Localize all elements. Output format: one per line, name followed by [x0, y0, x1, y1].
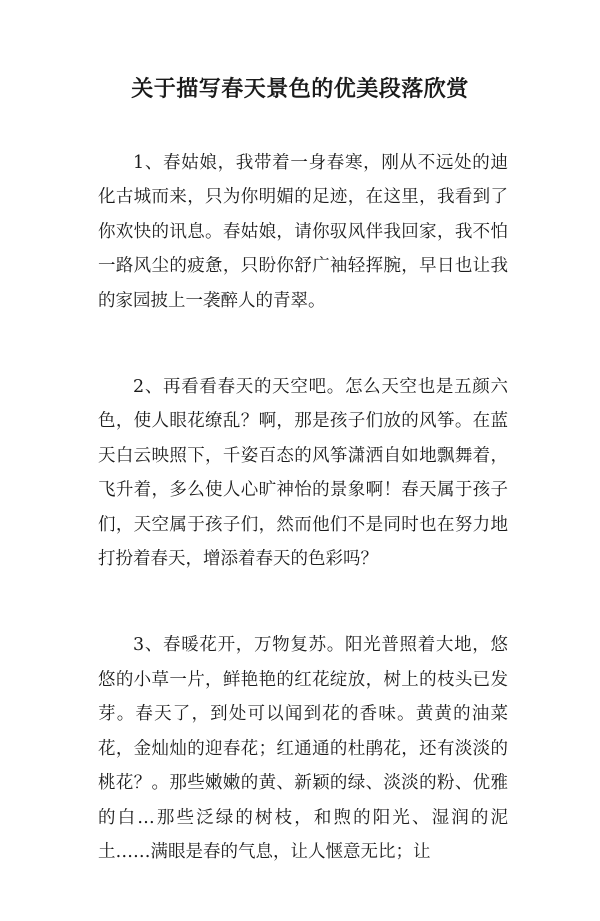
- paragraph-2: 2、再看看春天的天空吧。怎么天空也是五颜六色，使人眼花缭乱？啊，那是孩子们放的风筝。在蓝天白云映照下，千姿百态的风筝潇洒自如地飘舞着，飞升着，多么使人心旷神怡的景象啊！春天属于孩子们，天空属于孩子们，然而他们不是同时也在努力地打扮着春天，增添着春天的色彩吗？: [98, 377, 508, 570]
- document-title: 关于描写春天景色的优美段落欣赏: [131, 77, 469, 102]
- paragraph-1: 1、春姑娘，我带着一身春寒，刚从不远处的迪化古城而来，只为你明媚的足迹，在这里，我看到了你欢快的讯息。春姑娘，请你驭风伴我回家，我不怕一路风尘的疲惫，只盼你舒广袖轻挥腕，早日也让我的家园披上一袭醉人的青翠。: [98, 153, 508, 311]
- document-body: [98, 146, 508, 921]
- paragraph-3: 3、春暖花开，万物复苏。阳光普照着大地，悠悠的小草一片，鲜艳艳的红花绽放，树上的枝头已发芽。春天了，到处可以闻到花的香味。黄黄的油菜花，金灿灿的迎春花；红通通的杜鹃花，还有淡淡的桃花？。那些嫩嫩的黄、新颖的绿、淡淡的粉、优雅的白…那些泛绿的树枝，和煦的阳光、湿润的泥土……满眼是春的气息，让人惬意无比；让: [98, 635, 508, 862]
